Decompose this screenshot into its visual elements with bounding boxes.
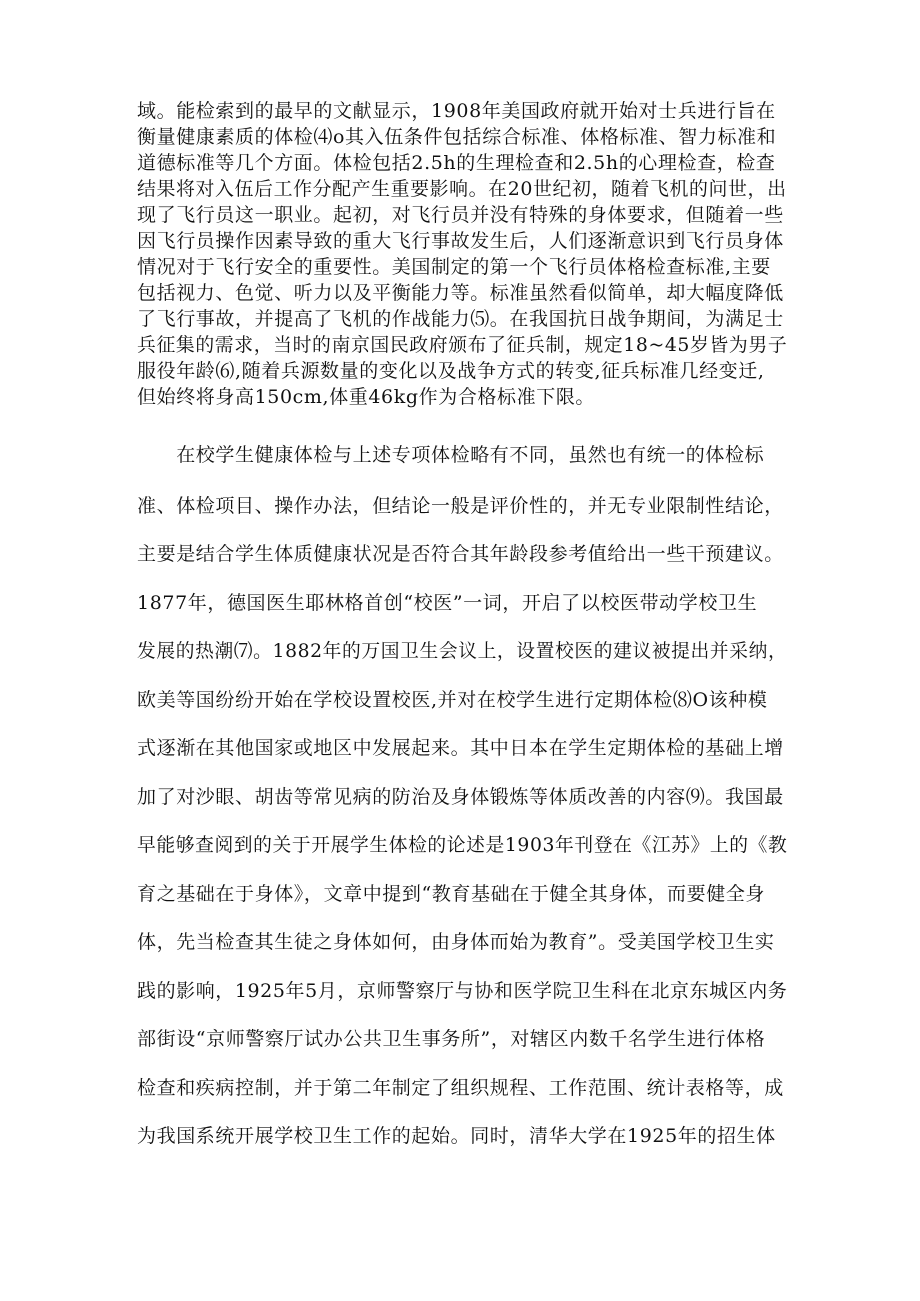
text-line: 践的影响，1925年5月，京师警察厅与协和医学院卫生科在北京东城区内务: [137, 980, 788, 1002]
text-line: 域。能检索到的最早的文献显示，1908年美国政府就开始对士兵进行旨在: [137, 100, 776, 122]
text-line: 部街设“京师警察厅试办公共卫生事务所”，对辖区内数千名学生进行体格: [137, 1028, 766, 1050]
text-line: 情况对于飞行安全的重要性。美国制定的第一个飞行员体格检查标准,主要: [137, 256, 771, 278]
text-line: 欧美等国纷纷开始在学校设置校医,并对在校学生进行定期体检⑻O该种模: [137, 689, 768, 711]
text-line: 主要是结合学生体质健康状况是否符合其年龄段参考值给出一些干预建议。: [137, 543, 784, 565]
text-line: 结果将对入伍后工作分配产生重要影响。在20世纪初，随着飞机的问世，出: [137, 178, 787, 200]
text-line: 检查和疾病控制，并于第二年制定了组织规程、工作范围、统计表格等，成: [137, 1077, 784, 1099]
text-line: 早能够查阅到的关于开展学生体检的论述是1903年刊登在《江苏》上的《教: [137, 834, 788, 856]
text-line: 加了对沙眼、胡齿等常见病的防治及身体锻炼等体质改善的内容⑼。我国最: [137, 786, 784, 808]
text-line: 1877年，德国医生耶林格首创“校医”一词，开启了以校医带动学校卫生: [137, 592, 758, 614]
text-line: 现了飞行员这一职业。起初，对飞行员并没有特殊的身体要求，但随着一些: [137, 204, 784, 226]
text-line: 为我国系统开展学校卫生工作的起始。同时，清华大学在1925年的招生体: [137, 1125, 776, 1147]
text-line: 发展的热潮⑺。1882年的万国卫生会议上，设置校医的建议被提出并采纳，: [137, 640, 788, 662]
text-line: 育之基础在于身体》，文章中提到“教育基础在于健全其身体，而要健全身: [137, 883, 766, 905]
text-line: 因飞行员操作因素导致的重大飞行事故发生后，人们逐渐意识到飞行员身体: [137, 230, 784, 252]
text-line: 式逐渐在其他国家或地区中发展起来。其中日本在学生定期体检的基础上增: [137, 737, 784, 759]
text-line: 但始终将身高150cm,体重46kg作为合格标准下限。: [137, 386, 596, 408]
text-line: 兵征集的需求，当时的南京国民政府颁布了征兵制，规定18~45岁皆为男子: [137, 334, 788, 356]
text-line: 服役年龄⑹,随着兵源数量的变化以及战争方式的转变,征兵标准几经变迁,: [137, 360, 765, 382]
text-line: 道德标准等几个方面。体检包括2.5h的生理检查和2.5h的心理检查，检查: [137, 152, 776, 174]
text-line: 包括视力、色觉、听力以及平衡能力等。标准虽然看似简单，却大幅度降低: [137, 282, 784, 304]
text-line: 体，先当检查其生徒之身体如何，由身体而始为教育”。受美国学校卫生实: [137, 931, 775, 953]
text-line: 衡量健康素质的体检⑷o其入伍条件包括综合标准、体格标准、智力标准和: [137, 126, 777, 148]
text-line: 在校学生健康体检与上述专项体检略有不同，虽然也有统一的体检标: [137, 444, 765, 466]
text-line: 准、体检项目、操作办法，但结论一般是评价性的，并无专业限制性结论，: [137, 495, 784, 517]
text-line: 了飞行事故，并提高了飞机的作战能力⑸。在我国抗日战争期间，为满足士: [137, 308, 784, 330]
